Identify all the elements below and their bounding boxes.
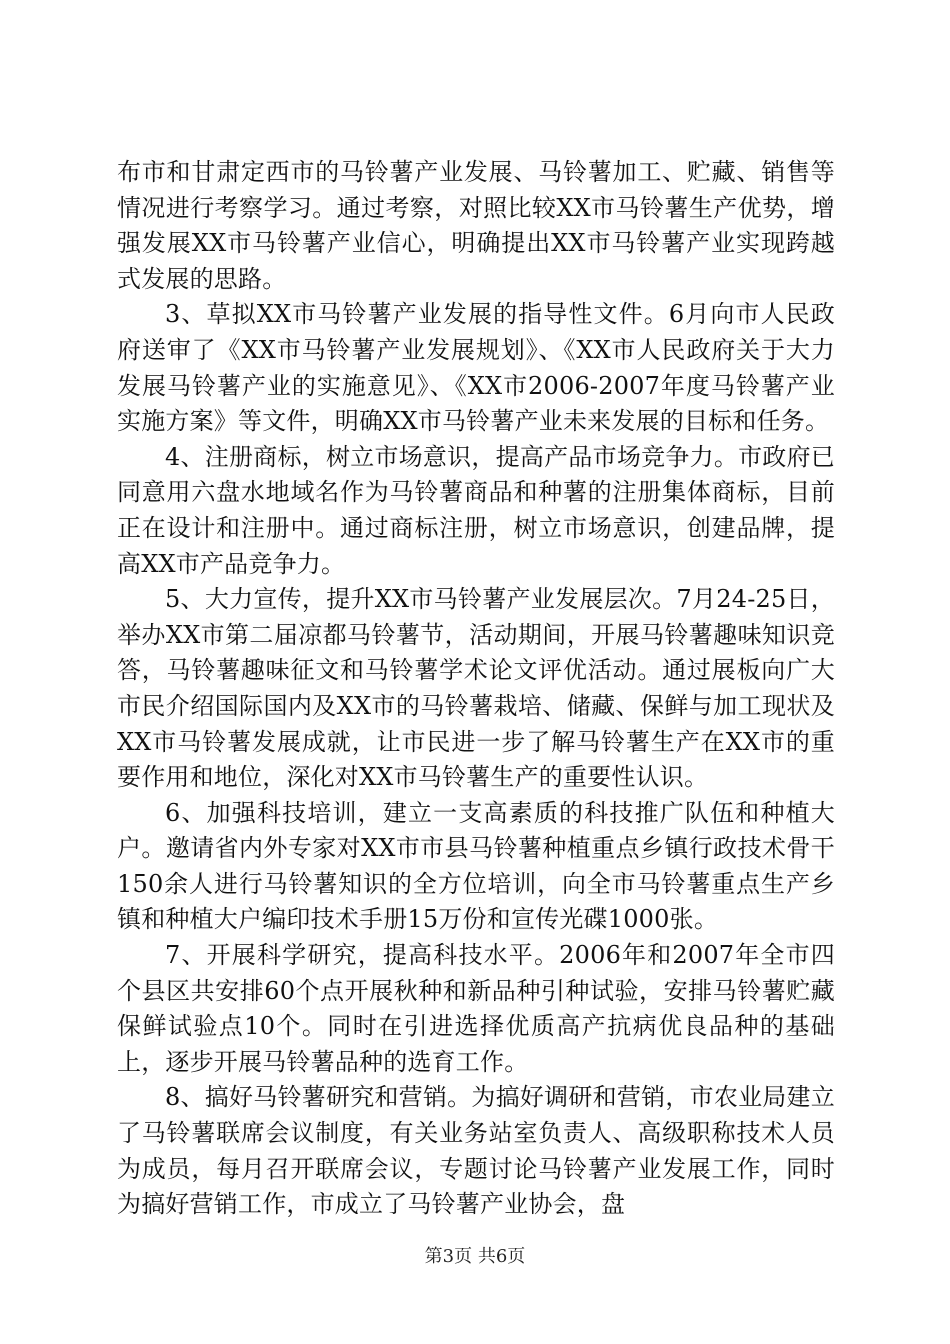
- paragraph-item-4: 4、注册商标，树立市场意识，提高产品市场竞争力。市政府已同意用六盘水地域名作为马铃薯商品和种薯的注册集体商标，目前正在设计和注册中。通过商标注册，树立市场意识，创建品牌，提高XX市产品竞争力。: [117, 442, 835, 578]
- paragraph-item-3: 3、草拟XX市马铃薯产业发展的指导性文件。6月向市人民政府送审了《XX市马铃薯产业发展规划》、《XX市人民政府关于大力发展马铃薯产业的实施意见》、《XX市2006-2007年度马铃薯产业实施方案》等文件，明确XX市马铃薯产业未来发展的目标和任务。: [117, 300, 835, 436]
- paragraph-item-5: 5、大力宣传，提升XX市马铃薯产业发展层次。7月24-25日，举办XX市第二届凉都马铃薯节，活动期间，开展马铃薯趣味知识竞答，马铃薯趣味征文和马铃薯学术论文评优活动。通过展板向广大市民介绍国际国内及XX市的马铃薯栽培、储藏、保鲜与加工现状及XX市马铃薯发展成就，让市民进一步了解马铃薯生产在XX市的重要作用和地位，深化对XX市马铃薯生产的重要性认识。: [117, 585, 835, 792]
- paragraph-item-6: 6、加强科技培训，建立一支高素质的科技推广队伍和种植大户。邀请省内外专家对XX市市县马铃薯种植重点乡镇行政技术骨干150余人进行马铃薯知识的全方位培训，向全市马铃薯重点生产乡镇和种植大户编印技术手册15万份和宣传光碟1000张。: [117, 798, 835, 934]
- paragraph-continuation: 布市和甘肃定西市的马铃薯产业发展、马铃薯加工、贮藏、销售等情况进行考察学习。通过考察，对照比较XX市马铃薯生产优势，增强发展XX市马铃薯产业信心，明确提出XX市马铃薯产业实现跨越式发展的思路。: [117, 158, 835, 293]
- document-body: [117, 155, 835, 1223]
- paragraph-item-7: 7、开展科学研究，提高科技水平。2006年和2007年全市四个县区共安排60个点开展秋种和新品种引种试验，安排马铃薯贮藏保鲜试验点10个。同时在引进选择优质高产抗病优良品种的基础上，逐步开展马铃薯品种的选育工作。: [117, 941, 835, 1076]
- paragraph-item-8: 8、搞好马铃薯研究和营销。为搞好调研和营销，市农业局建立了马铃薯联席会议制度，有关业务站室负责人、高级职称技术人员为成员，每月召开联席会议，专题讨论马铃薯产业发展工作，同时为搞好营销工作，市成立了马铃薯产业协会，盘: [117, 1083, 835, 1219]
- page-number-footer: 第3页 共6页: [424, 1246, 526, 1267]
